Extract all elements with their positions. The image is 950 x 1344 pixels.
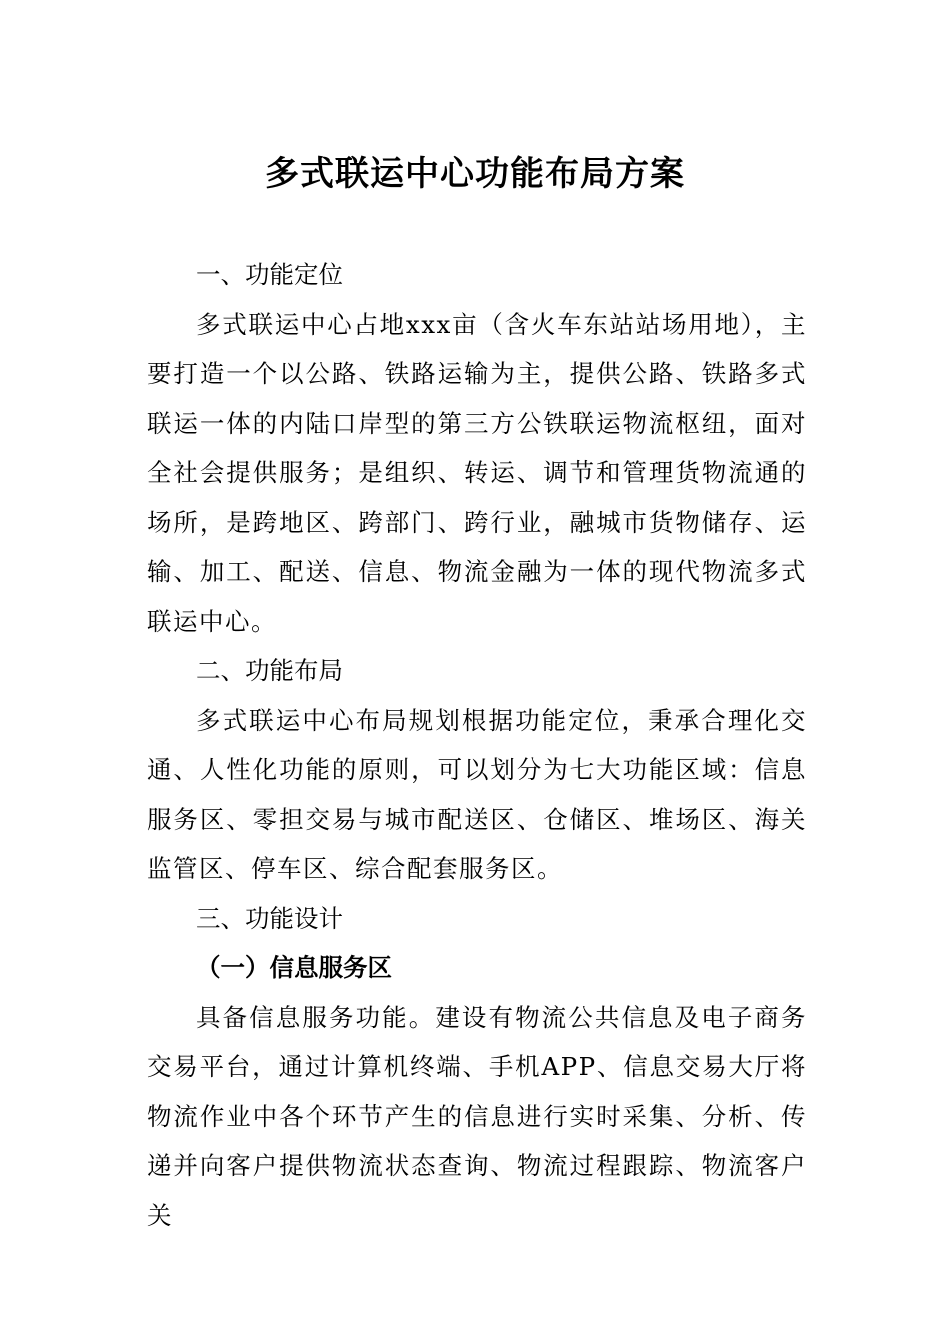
section-heading-function-design: 三、功能设计 [196,903,343,933]
paragraph-function-positioning: 多式联运中心占地xxx亩（含火车东站站场用地），主要打造一个以公路、铁路运输为主，提供公路、铁路多式联运一体的内陆口岸型的第三方公铁联运物流枢纽，面对全社会提供服务；是组织、转运、调节和管理货物流通的场所，是跨地区、跨部门、跨行业，融城市货物储存、运输、加工、配送、信息、物流金融为一体的现代物流多式联运中心。 [147,309,807,636]
document-body [147,250,807,1240]
section-heading-function-positioning: 一、功能定位 [196,260,343,289]
paragraph-information-service: 具备信息服务功能。建设有物流公共信息及电子商务交易平台，通过计算机终端、手机APP、信息交易大厅将物流作业中各个环节产生的信息进行实时采集、分析、传递并向客户提供物流状态查询、物流过程跟踪、物流客户关 [147,1002,807,1230]
document-title: 多式联运中心功能布局方案 [265,154,685,194]
section-heading-function-layout: 二、功能布局 [196,656,343,685]
subsection-heading-information-service: （一）信息服务区 [196,953,392,982]
paragraph-function-layout: 多式联运中心布局规划根据功能定位，秉承合理化交通、人性化功能的原则，可以划分为七大功能区域：信息服务区、零担交易与城市配送区、仓储区、堆场区、海关监管区、停车区、综合配套服务区。 [147,705,807,883]
